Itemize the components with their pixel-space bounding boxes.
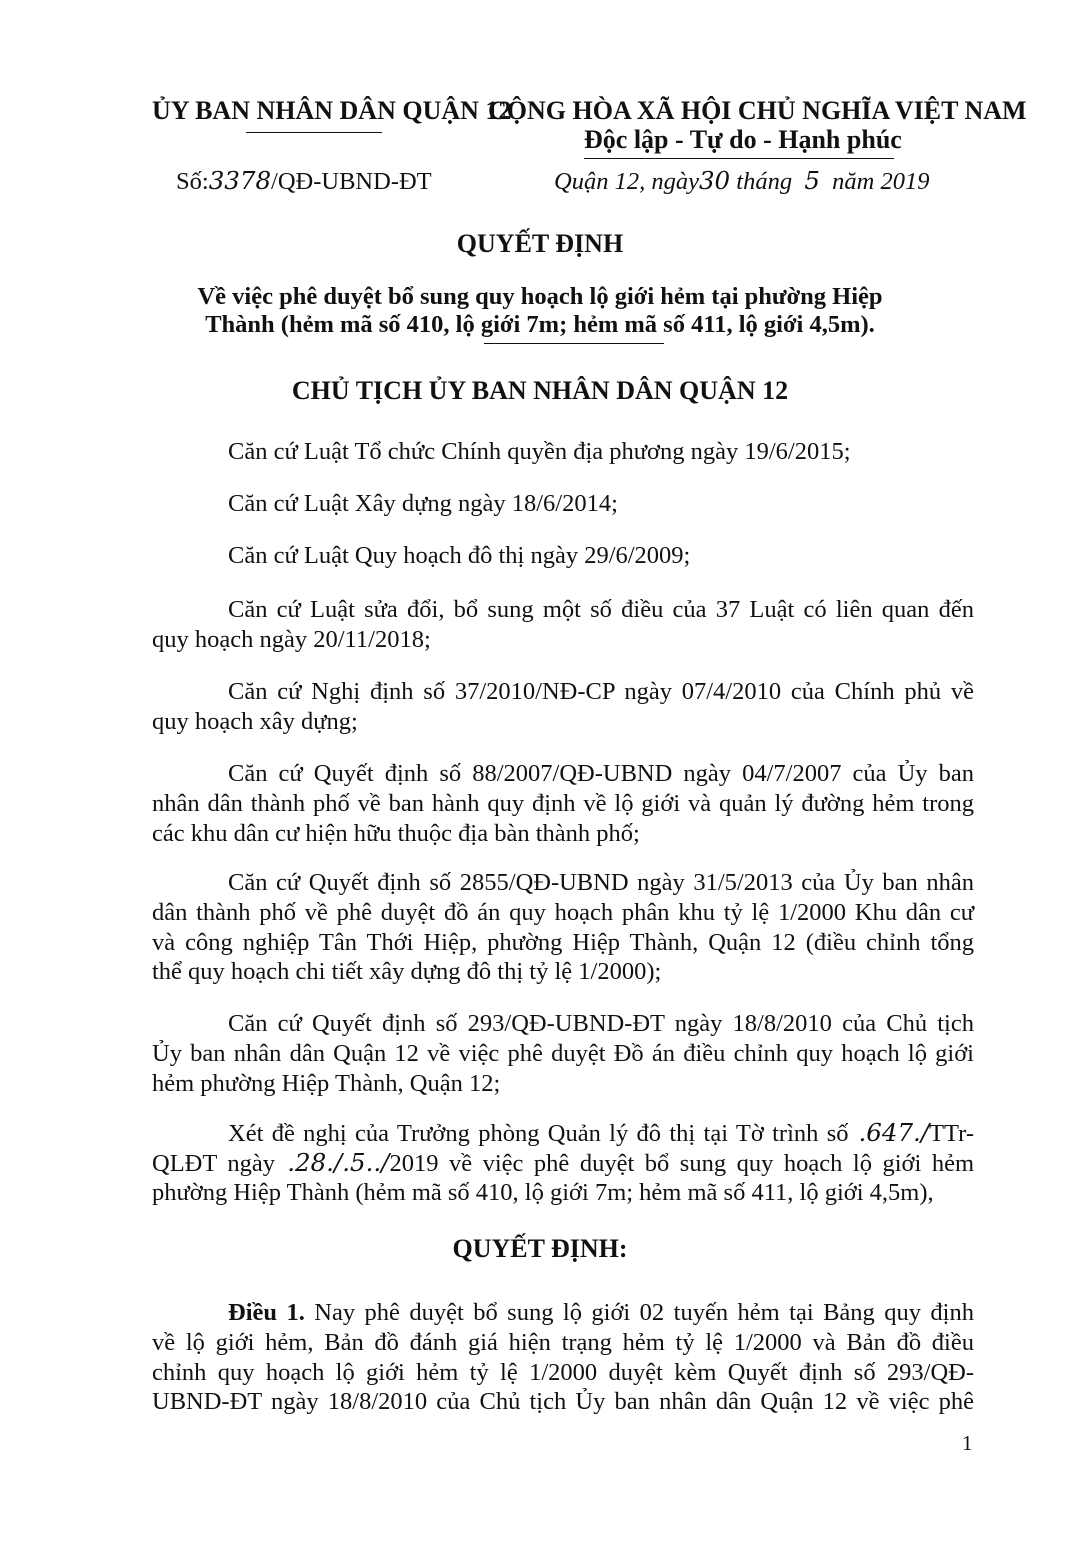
org-underline xyxy=(246,132,382,133)
date-month: 5 xyxy=(804,166,820,195)
date-prefix: Quận 12, ngày xyxy=(554,168,699,195)
date-year: năm 2019 xyxy=(832,168,930,195)
subtitle-motto: Độc lập - Tự do - Hạnh phúc xyxy=(584,125,902,154)
basis-7: Căn cứ Quyết định số 2855/QĐ-UBND ngày 31/5/2013 của Ủy ban nhân dân thành phố về phê duyệt đồ án quy hoạch phân khu tỷ lệ 1/2000 Khu dân cư và công nghiệp Tân Thới Hiệp, phường Hiệp Thành, Quận 12 (điều chỉnh tổng thể quy hoạch chi tiết xây dựng đô thị tỷ lệ 1/2000); xyxy=(152,869,974,986)
basis-3: Căn cứ Luật Quy hoạch đô thị ngày 29/6/2009; xyxy=(228,542,691,569)
article-1: Điều 1. Nay phê duyệt bổ sung lộ giới 02 tuyến hẻm tại Bảng quy định về lộ giới hẻm, Bản đồ đánh giá hiện trạng hẻm tỷ lệ 1/2000 và Bản đồ điều chỉnh quy hoạch lộ giới hẻm tỷ lệ 1/2000 duyệt kèm Quyết định số 293/QĐ- UBND-ĐT ngày 18/8/2010 của Chủ tịch Ủy ban nhân dân Quận 12 về việc phê xyxy=(152,1299,974,1416)
basis-8: Căn cứ Quyết định số 293/QĐ-UBND-ĐT ngày 18/8/2010 của Chủ tịch Ủy ban nhân dân Quận 12 về việc phê duyệt Đồ án điều chỉnh quy hoạch lộ giới hẻm phường Hiệp Thành, Quận 12; xyxy=(152,1010,974,1097)
basis-6: Căn cứ Quyết định số 88/2007/QĐ-UBND ngày 04/7/2007 của Ủy ban nhân dân thành phố về ban hành quy định về lộ giới và quản lý đường hẻm trong các khu dân cư hiện hữu thuộc địa bàn thành phố; xyxy=(152,760,974,847)
submission-number-handwritten: .647./ xyxy=(848,1118,930,1147)
page-number: 1 xyxy=(962,1431,973,1455)
date-day: 30 xyxy=(698,166,731,195)
doc-number-prefix: Số: xyxy=(176,168,209,195)
title-heading: QUYẾT ĐỊNH xyxy=(456,229,624,258)
date-month-label: tháng xyxy=(736,168,793,195)
authority-heading: CHỦ TỊCH ỦY BAN NHÂN DÂN QUẬN 12 xyxy=(291,376,789,405)
decision-heading: QUYẾT ĐỊNH: xyxy=(452,1234,628,1263)
basis-5: Căn cứ Nghị định số 37/2010/NĐ-CP ngày 07/4/2010 của Chính phủ về quy hoạch xây dựng; xyxy=(152,678,974,735)
basis-4: Căn cứ Luật sửa đổi, bổ sung một số điều của 37 Luật có liên quan đến quy hoạch ngày 20/11/2018; xyxy=(152,596,974,653)
org-name: ỦY BAN NHÂN DÂN QUẬN 12 xyxy=(152,96,512,125)
basis-2: Căn cứ Luật Xây dựng ngày 18/6/2014; xyxy=(228,490,618,517)
national-motto: CỘNG HÒA XÃ HỘI CHỦ NGHĨA VIỆT NAM xyxy=(488,96,1027,125)
subject-underline xyxy=(484,343,664,344)
doc-number-handwritten: 3378 xyxy=(208,166,272,195)
subject-line-2: Thành (hẻm mã số 410, lộ giới 7m; hẻm mã số 411, lộ giới 4,5m). xyxy=(205,311,875,338)
submission-date-handwritten: .28./.5../ xyxy=(275,1147,390,1177)
article-1-label: Điều 1. xyxy=(228,1299,305,1326)
motto-underline xyxy=(584,158,894,159)
subject-line-1: Về việc phê duyệt bổ sung quy hoạch lộ giới hẻm tại phường Hiệp xyxy=(197,283,883,310)
basis-1: Căn cứ Luật Tổ chức Chính quyền địa phương ngày 19/6/2015; xyxy=(228,438,851,465)
doc-number-suffix: /QĐ-UBND-ĐT xyxy=(271,168,432,195)
document-number xyxy=(176,166,432,196)
basis-9-proposal: Xét đề nghị của Trưởng phòng Quản lý đô thị tại Tờ trình số .647./TTr- QLĐT ngày .28./.5../2019 về việc phê duyệt bổ sung quy hoạch lộ giới hẻm phường Hiệp Thành (hẻm mã số 410, lộ giới 7m; hẻm mã số 411, lộ giới 4,5m), xyxy=(152,1118,975,1206)
document-date xyxy=(554,166,930,196)
